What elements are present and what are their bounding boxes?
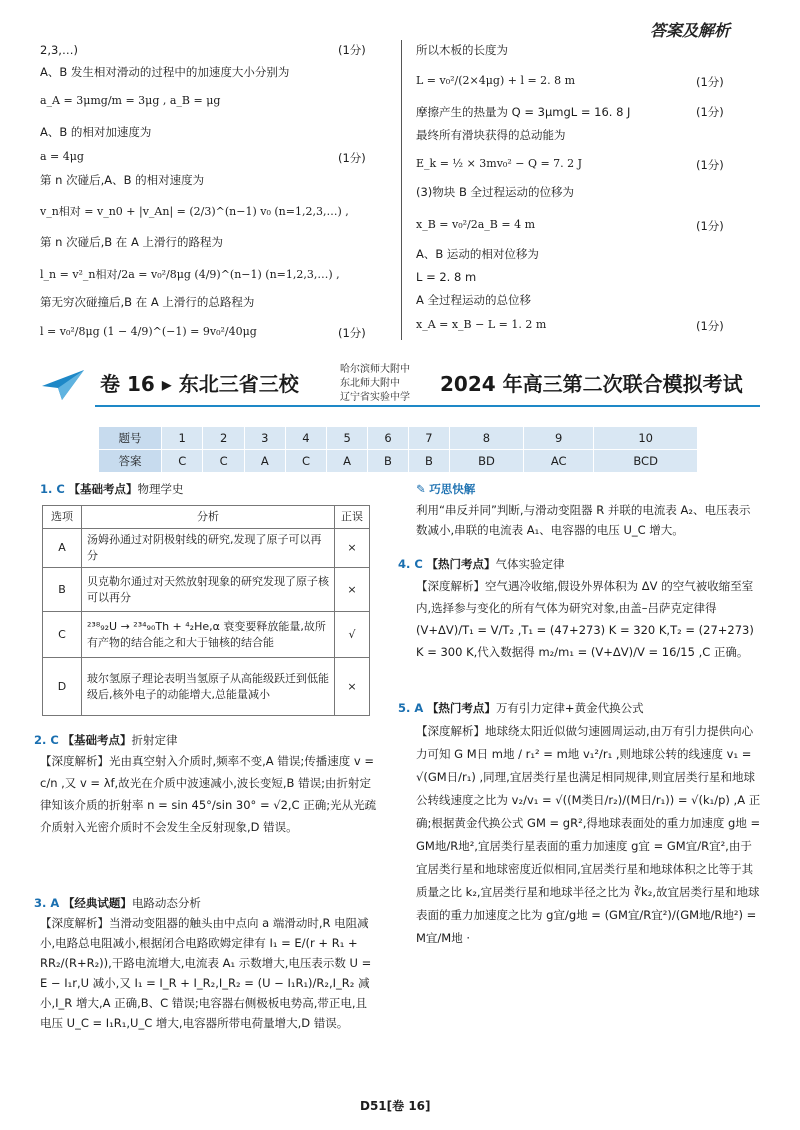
text-line: 所以木板的长度为 xyxy=(416,43,508,57)
answer-cell: B xyxy=(368,450,409,473)
text-line: 第 n 次碰后,A、B 的相对速度为 xyxy=(40,173,205,187)
page-footer: D51[卷 16] xyxy=(360,1099,431,1113)
pencil-icon: ✎ xyxy=(416,482,426,496)
question-number: 9 xyxy=(524,427,594,450)
answer-cell: C xyxy=(162,450,203,473)
q5-explanation: 【深度解析】地球绕太阳近似做匀速圆周运动,由万有引力提供向心力可知 G M日 m地 / r₁² = m地 v₁²/r₁ ,则地球公转的线速度 v₁ = √(GM日/r₁) ,同理,宜居类行星也满足相同规律,则宜居类行星和地球公转线速度之比为 v₂/v₁ = √((M类日/r₂)/(M日/r₁)) = √(k₁/p) ,A 正确;根据黄金代换公式 GM = gR²,得地球表面处的重力加速度 g地 = GM地/R地²,宜居类行星表面的重力加速度 g宜 = GM宜/R宜²,由于宜居类行星和地球密度近似相同,宜居类行星和地球体积之比等于其质量之比 k₂,宜居类行星和地球半径之比为 ∛k₂,故宜居类行星和地球表面的重力加速度之比为 g宜/g地 = (GM宜/R宜²)/(GM地/R地²) = M宜/M地 · xyxy=(416,724,761,945)
topic: 物理学史 xyxy=(137,482,184,496)
topic-tag: 【热门考点】 xyxy=(426,557,496,571)
question-number: 5. A xyxy=(398,701,424,715)
table-row xyxy=(43,658,370,716)
q3-heading xyxy=(34,895,201,911)
q1-heading xyxy=(40,481,183,497)
verdict-cell: × xyxy=(335,658,370,716)
text-line: A 全过程运动的总位移 xyxy=(416,293,532,307)
formula: E_k = ½ × 3mv₀² − Q = 7. 2 J xyxy=(416,157,583,170)
column-header: 正误 xyxy=(335,506,370,529)
verdict-cell: √ xyxy=(335,612,370,658)
text-line: A、B 的相对加速度为 xyxy=(40,125,152,139)
tip-heading xyxy=(416,481,475,497)
score: (1分) xyxy=(696,319,724,333)
score: (1分) xyxy=(696,75,724,89)
text-line: 第无穷次碰撞后,B 在 A 上滑行的总路程为 xyxy=(40,295,255,309)
q4-heading xyxy=(398,556,564,572)
question-number: 6 xyxy=(368,427,409,450)
text-line: 第 n 次碰后,B 在 A 上滑行的路程为 xyxy=(40,235,223,249)
question-number: 3. A xyxy=(34,896,60,910)
banner-title-right: 2024 年高三第二次联合模拟考试 xyxy=(440,372,743,396)
topic: 折射定律 xyxy=(131,733,178,747)
formula: x_B = v₀²/2a_B = 4 m xyxy=(416,218,536,231)
row-label: 题号 xyxy=(99,427,162,450)
question-number: 1 xyxy=(162,427,203,450)
q2-explanation: 【深度解析】光由真空射入介质时,频率不变,A 错误;传播速度 v = c/n ,又 v = λf,故光在介质中波速减小,波长变短,B 错误;由折射定律知该介质的折射率 n = sin 45°/sin 30° = √2,C 正确;光从光疏介质射入光密介质时不会发生全反射现象,D 错误。 xyxy=(40,754,377,834)
formula: l_n = v²_n相对/2a = v₀²/8μg (4/9)^(n−1) (n=1,2,3,…) , xyxy=(40,268,340,281)
score: (1分) xyxy=(696,158,724,172)
answer-cell: A xyxy=(244,450,285,473)
question-number: 1. C xyxy=(40,482,65,496)
question-number: 5 xyxy=(327,427,368,450)
answer-cell: AC xyxy=(524,450,594,473)
table-row xyxy=(99,450,698,473)
table-row xyxy=(99,427,698,450)
school-name: 辽宁省实验中学 xyxy=(340,392,410,403)
row-label: 答案 xyxy=(99,450,162,473)
verdict-cell: × xyxy=(335,529,370,568)
text-line: 2,3,…) xyxy=(40,43,78,57)
question-number: 2. C xyxy=(34,733,59,747)
topic-tag: 【热门考点】 xyxy=(426,701,496,715)
option-cell: B xyxy=(43,568,82,612)
analysis-cell: ²³⁸₉₂U → ²³⁴₉₀Th + ⁴₂He,α 衰变要释放能量,故所有产物的结合能之和大于铀核的结合能 xyxy=(82,612,335,658)
question-number: 4 xyxy=(285,427,326,450)
table-row xyxy=(43,612,370,658)
column-header: 选项 xyxy=(43,506,82,529)
answer-cell: BCD xyxy=(594,450,698,473)
analysis-cell: 贝克勒尔通过对天然放射现象的研究发现了原子核可以再分 xyxy=(82,568,335,612)
answer-cell: BD xyxy=(449,450,523,473)
school-name: 东北师大附中 xyxy=(340,378,400,389)
topic: 气体实验定律 xyxy=(495,557,565,571)
exam-banner xyxy=(40,360,760,414)
answer-key-table xyxy=(98,426,698,473)
text-line: 摩擦产生的热量为 Q = 3μmgL = 16. 8 J xyxy=(416,105,631,119)
q1-analysis-table xyxy=(42,505,370,716)
banner-underline xyxy=(95,405,760,407)
q3-explanation: 【深度解析】当滑动变阻器的触头由中点向 a 端滑动时,R 电阻减小,电路总电阻减小,根据闭合电路欧姆定律有 I₁ = E/(r + R₁ + RR₂/(R+R₂)),干路电流增大,电流表 A₁ 示数增大,电压表示数 U = E − I₁r,U 减小,又 I₁ = I_R + I_R₂,I_R₂ = (U − I₁R₁)/R₂,I_R₂ 减小,I_R 增大,A 正确,B、C 错误;电容器右侧极板电势高,带正电,且电压 U_C = I₁R₁,U_C 增大,电容器所带电荷量增大,D 错误。 xyxy=(40,916,372,1030)
topic-tag: 【基础考点】 xyxy=(68,482,138,496)
option-cell: A xyxy=(43,529,82,568)
topic-tag: 【基础考点】 xyxy=(62,733,132,747)
table-row xyxy=(43,506,370,529)
tip-label: 巧思快解 xyxy=(429,482,476,496)
paper-plane-icon xyxy=(40,366,86,402)
score: (1分) xyxy=(696,105,724,119)
question-number: 2 xyxy=(203,427,244,450)
text-line: 最终所有滑块获得的总动能为 xyxy=(416,128,566,142)
q5-heading xyxy=(398,700,644,716)
question-number: 3 xyxy=(244,427,285,450)
header-tag: 答案及解析 xyxy=(649,21,730,40)
question-number: 8 xyxy=(449,427,523,450)
score: (1分) xyxy=(338,151,366,165)
formula: L = v₀²/(2×4μg) + l = 2. 8 m xyxy=(416,74,576,87)
column-divider xyxy=(401,40,402,340)
school-list xyxy=(340,363,410,405)
verdict-cell: × xyxy=(335,568,370,612)
q4-explanation: 【深度解析】空气遇冷收缩,假设外界体积为 ΔV 的空气被收缩至室内,选择参与变化的所有气体为研究对象,由盖–吕萨克定律得 (V+ΔV)/T₁ = V/T₂ ,T₁ = (47+273) K = 320 K,T₂ = (27+273) K = 300 K,代入数据得 m₂/m₁ = (V+ΔV)/V = 16/15 ,C 正确。 xyxy=(416,579,754,659)
question-number: 10 xyxy=(594,427,698,450)
answer-cell: C xyxy=(285,450,326,473)
topic: 万有引力定律+黄金代换公式 xyxy=(495,701,644,715)
formula: a = 4μg xyxy=(40,150,84,163)
formula: v_n相对 = v_n0 + |v_An| = (2/3)^(n−1) v₀ (n=1,2,3,…) , xyxy=(40,205,349,218)
analysis-cell: 玻尔氢原子理论表明当氢原子从高能级跃迁到低能级后,核外电子的动能增大,总能量减小 xyxy=(82,658,335,716)
score: (1分) xyxy=(338,326,366,340)
question-number: 7 xyxy=(408,427,449,450)
formula: l = v₀²/8μg (1 − 4/9)^(−1) = 9v₀²/40μg xyxy=(40,325,257,338)
option-cell: D xyxy=(43,658,82,716)
score: (1分) xyxy=(696,219,724,233)
q2-heading xyxy=(34,732,177,748)
formula: a_A = 3μmg/m = 3μg , a_B = μg xyxy=(40,94,221,107)
analysis-cell: 汤姆孙通过对阴极射线的研究,发现了原子可以再分 xyxy=(82,529,335,568)
answer-cell: A xyxy=(327,450,368,473)
table-row xyxy=(43,529,370,568)
question-number: 4. C xyxy=(398,557,423,571)
banner-title-left: 卷 16 ▸ 东北三省三校 xyxy=(100,372,299,396)
text-line: L = 2. 8 m xyxy=(416,270,477,284)
formula: x_A = x_B − L = 1. 2 m xyxy=(416,318,547,331)
school-name: 哈尔滨师大附中 xyxy=(340,364,410,375)
text-line: A、B 运动的相对位移为 xyxy=(416,247,539,261)
topic-tag: 【经典试题】 xyxy=(62,896,132,910)
tip-body: 利用“串反并同”判断,与滑动变阻器 R 并联的电流表 A₂、电压表示数减小,串联的电流表 A₁、电容器的电压 U_C 增大。 xyxy=(416,503,751,537)
topic: 电路动态分析 xyxy=(131,896,201,910)
score: (1分) xyxy=(338,43,366,57)
answer-cell: B xyxy=(408,450,449,473)
text-line: (3)物块 B 全过程运动的位移为 xyxy=(416,185,574,199)
table-row xyxy=(43,568,370,612)
answer-cell: C xyxy=(203,450,244,473)
column-header: 分析 xyxy=(82,506,335,529)
text-line: A、B 发生相对滑动的过程中的加速度大小分别为 xyxy=(40,65,290,79)
option-cell: C xyxy=(43,612,82,658)
